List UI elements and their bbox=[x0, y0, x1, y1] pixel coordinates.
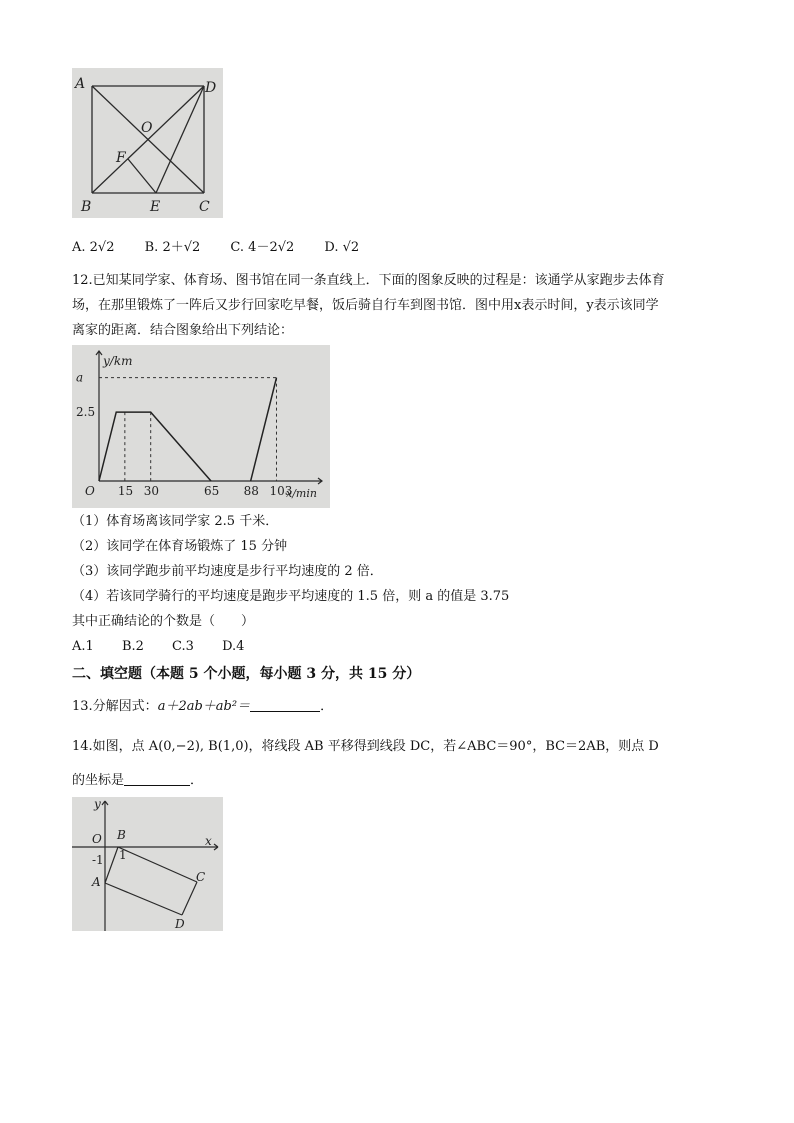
y-axis-label: y/km bbox=[103, 354, 133, 368]
q12-conclusion-1: （1）体育场离该同学家 2.5 千米． bbox=[72, 514, 279, 529]
section-2-title: 二、填空题（本题 5 个小题，每小题 3 分，共 15 分） bbox=[72, 666, 421, 682]
q12-option-a: A.1 bbox=[72, 639, 94, 654]
label-origin: O bbox=[92, 832, 102, 846]
label-y-axis: y bbox=[94, 797, 101, 811]
x-tick-label-2: 65 bbox=[204, 484, 220, 498]
q13-suffix: ． bbox=[320, 699, 334, 714]
y-tick-label-1: 2.5 bbox=[76, 405, 96, 420]
label-x-axis: x bbox=[205, 834, 212, 848]
label-f: F bbox=[116, 150, 126, 166]
square-diagram bbox=[72, 68, 223, 218]
chart-svg bbox=[72, 345, 330, 508]
q12-conclusion-4: （4）若该同学骑行的平均速度是跑步平均速度的 1.5 倍，则 a 的值是 3.75 bbox=[72, 589, 510, 604]
coordinate-figure bbox=[72, 797, 223, 931]
q14-text-line-2 bbox=[72, 771, 203, 791]
x-tick-label-3: 88 bbox=[243, 484, 259, 498]
origin-label: O bbox=[85, 484, 95, 498]
q13-expression: a＋2ab＋ab²＝ bbox=[157, 699, 251, 714]
label-point-b: B bbox=[117, 828, 126, 842]
x-tick-label-4: 103 bbox=[269, 484, 293, 498]
q11-option-a: A. 2√2 bbox=[72, 240, 115, 255]
q12-options bbox=[72, 637, 268, 657]
label-e: E bbox=[150, 199, 161, 215]
distance-time-graph bbox=[72, 345, 330, 508]
q12-option-d: D.4 bbox=[222, 639, 245, 654]
label-o: O bbox=[141, 120, 153, 136]
q12-conclusion-3: （3）该同学跑步前平均速度是步行平均速度的 2 倍． bbox=[72, 564, 383, 579]
q11-option-d: D. √2 bbox=[324, 240, 360, 255]
q12-text-line-1: 12.已知某同学家、体育场、图书馆在同一条直线上．下面的图象反映的过程是：该通学从家跑步去体育 bbox=[72, 273, 665, 288]
x-axis-label: x/min bbox=[286, 487, 317, 500]
label-minus-one: -1 bbox=[92, 853, 104, 867]
square-figure bbox=[72, 68, 223, 218]
q12-text-line-3: 离家的距离．结合图象给出下列结论： bbox=[72, 323, 294, 338]
q11-options bbox=[72, 238, 385, 258]
coordinate-diagram bbox=[72, 797, 223, 931]
x-tick-label-1: 30 bbox=[143, 484, 159, 498]
label-one: 1 bbox=[119, 848, 127, 862]
q13-line bbox=[72, 697, 333, 717]
series-line-run-walk bbox=[99, 412, 211, 481]
y-tick-label-0: a bbox=[76, 370, 84, 385]
series-line-ride bbox=[251, 378, 277, 481]
label-c: C bbox=[199, 199, 210, 215]
q14-prefix: 的坐标是 bbox=[72, 773, 125, 788]
q14-answer-blank bbox=[124, 771, 190, 786]
q12-option-c: C.3 bbox=[172, 639, 194, 654]
label-point-c: C bbox=[196, 870, 206, 884]
q12-conclusion-2: （2）该同学在体育场锻炼了 15 分钟 bbox=[72, 539, 288, 554]
label-b: B bbox=[81, 199, 92, 215]
q11-option-c: C. 4－2√2 bbox=[230, 240, 295, 255]
q14-suffix: ． bbox=[190, 773, 204, 788]
q12-text-line-2: 场，在那里锻炼了一阵后又步行回家吃早餐，饭后骑自行车到图书馆．图中用x表示时间，y表示该同学 bbox=[72, 298, 659, 313]
q13-prefix: 13.分解因式： bbox=[72, 699, 158, 714]
label-a: A bbox=[75, 76, 86, 92]
q12-option-b: B.2 bbox=[121, 639, 144, 654]
label-point-d: D bbox=[175, 917, 185, 931]
q12-question: 其中正确结论的个数是（ ） bbox=[72, 614, 255, 629]
q11-option-b: B. 2＋√2 bbox=[144, 240, 201, 255]
q13-answer-blank bbox=[250, 697, 320, 712]
label-point-a: A bbox=[92, 875, 101, 889]
label-d: D bbox=[205, 80, 217, 96]
x-tick-label-0: 15 bbox=[117, 484, 134, 498]
q14-text-line-1: 14.如图，点 A(0,−2), B(1,0)，将线段 AB 平移得到线段 DC，若∠ABC＝90°，BC＝2AB，则点 D bbox=[72, 739, 659, 754]
